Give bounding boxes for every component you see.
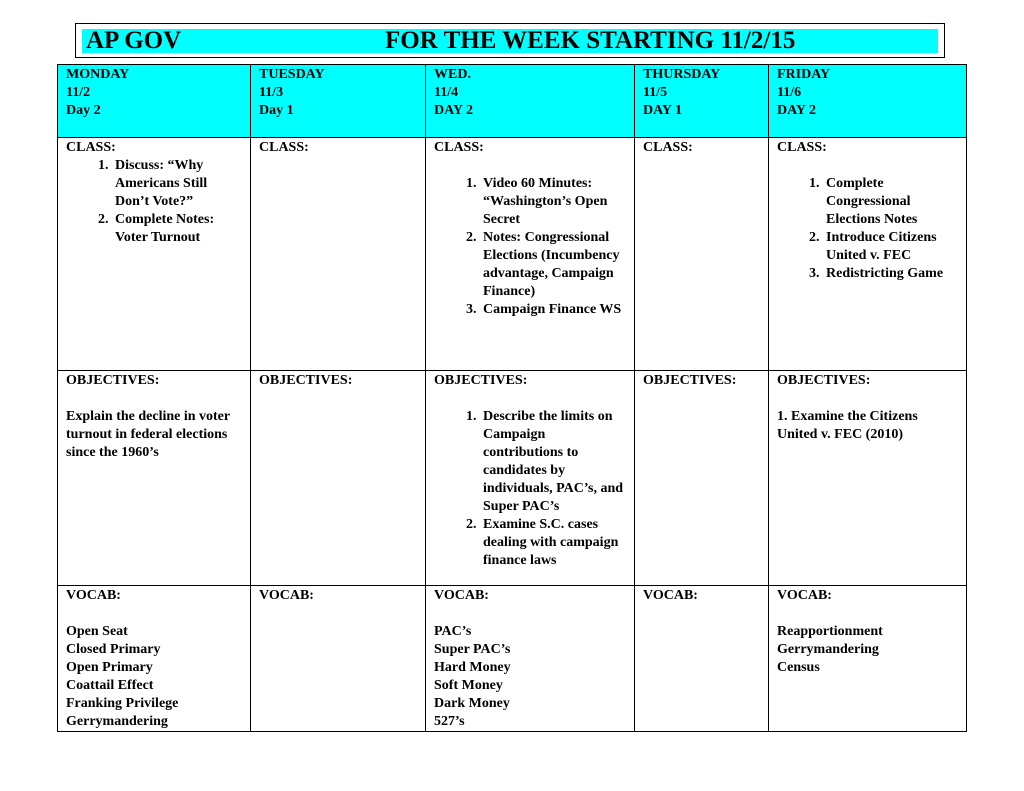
- class-cell: [58, 138, 251, 371]
- vocab-term: Soft Money: [434, 678, 503, 693]
- vocab-cell: [251, 586, 426, 732]
- vocab-term: Open Seat: [66, 624, 128, 639]
- vocab-cell: [426, 586, 635, 732]
- course-title: AP GOV: [86, 27, 182, 54]
- class-item: 3. Campaign Finance WS: [480, 301, 626, 319]
- objectives-label: OBJECTIVES:: [259, 373, 353, 388]
- vocab-label: VOCAB:: [434, 588, 489, 603]
- objectives-cell: [635, 371, 769, 586]
- class-cell: [251, 138, 426, 371]
- vocab-cell: [635, 586, 769, 732]
- day-header-line: 11/5: [643, 85, 668, 100]
- objectives-label: OBJECTIVES:: [66, 373, 160, 388]
- spacer: [434, 157, 626, 175]
- class-item: 2. Complete Notes: Voter Turnout: [112, 211, 242, 247]
- week-title: FOR THE WEEK STARTING 11/2/15: [385, 27, 796, 54]
- spacer: [777, 605, 958, 623]
- vocab-row: [58, 586, 967, 732]
- objectives-label: OBJECTIVES:: [434, 373, 528, 388]
- vocab-label: VOCAB:: [777, 588, 832, 603]
- class-item: 2. Introduce Citizens United v. FEC: [823, 229, 958, 265]
- class-list: [434, 175, 626, 319]
- class-label: CLASS:: [66, 140, 116, 155]
- objective-item: 1. Describe the limits on Campaign contributions to candidates by individuals, PAC’s, and Super PAC’s: [480, 408, 626, 516]
- class-cell: [769, 138, 967, 371]
- class-row: [58, 138, 967, 371]
- title-bar: [82, 29, 938, 53]
- objectives-label: OBJECTIVES:: [643, 373, 737, 388]
- day-header-row: [58, 65, 967, 138]
- day-header-line: 11/4: [434, 85, 459, 100]
- class-cell: [635, 138, 769, 371]
- vocab-term: Reapportionment: [777, 624, 883, 639]
- day-header-line: FRIDAY: [777, 67, 831, 82]
- class-label: CLASS:: [643, 140, 693, 155]
- day-header-cell: [426, 65, 635, 138]
- vocab-label: VOCAB:: [643, 588, 698, 603]
- objectives-cell: [58, 371, 251, 586]
- day-header-line: THURSDAY: [643, 67, 721, 82]
- vocab-cell: [769, 586, 967, 732]
- title-box: [75, 23, 945, 58]
- vocab-label: VOCAB:: [259, 588, 314, 603]
- day-header-cell: [58, 65, 251, 138]
- spacer: [66, 605, 242, 623]
- day-header-line: Day 2: [66, 103, 101, 118]
- class-cell: [426, 138, 635, 371]
- vocab-label: VOCAB:: [66, 588, 121, 603]
- class-list: [66, 157, 242, 247]
- day-header-line: TUESDAY: [259, 67, 325, 82]
- vocab-term: Census: [777, 660, 820, 675]
- spacer: [777, 390, 958, 408]
- vocab-cell: [58, 586, 251, 732]
- objective-text: Explain the decline in voter turnout in federal elections since the 1960’s: [66, 409, 230, 460]
- objective-text: 1. Examine the Citizens United v. FEC (2010): [777, 409, 918, 442]
- objectives-cell: [251, 371, 426, 586]
- class-item: 1. Video 60 Minutes: “Washington’s Open Secret: [480, 175, 626, 229]
- vocab-term: 527’s: [434, 714, 465, 729]
- day-header-line: 11/2: [66, 85, 91, 100]
- spacer: [434, 390, 626, 408]
- class-label: CLASS:: [434, 140, 484, 155]
- day-header-cell: [635, 65, 769, 138]
- class-item: 3. Redistricting Game: [823, 265, 958, 283]
- vocab-term: Coattail Effect: [66, 678, 154, 693]
- day-header-line: Day 1: [259, 103, 294, 118]
- vocab-term: Open Primary: [66, 660, 153, 675]
- day-header-line: MONDAY: [66, 67, 130, 82]
- spacer: [66, 390, 242, 408]
- vocab-term: Closed Primary: [66, 642, 161, 657]
- day-header-line: DAY 1: [643, 103, 683, 118]
- vocab-term: Gerrymandering: [66, 714, 168, 729]
- class-label: CLASS:: [777, 140, 827, 155]
- spacer: [434, 605, 626, 623]
- vocab-term: Dark Money: [434, 696, 510, 711]
- objectives-cell: [769, 371, 967, 586]
- class-list: [777, 175, 958, 283]
- day-header-cell: [251, 65, 426, 138]
- class-item: 1. Discuss: “Why Americans Still Don’t Vote?”: [112, 157, 242, 211]
- objectives-row: [58, 371, 967, 586]
- objectives-cell: [426, 371, 635, 586]
- weekly-plan-table: [57, 64, 967, 732]
- spacer: [777, 157, 958, 175]
- day-header-line: DAY 2: [777, 103, 817, 118]
- day-header-line: 11/3: [259, 85, 284, 100]
- class-item: 2. Notes: Congressional Elections (Incumbency advantage, Campaign Finance): [480, 229, 626, 301]
- day-header-line: DAY 2: [434, 103, 474, 118]
- objectives-list: [434, 408, 626, 570]
- objective-item: 2. Examine S.C. cases dealing with campaign finance laws: [480, 516, 626, 570]
- objectives-label: OBJECTIVES:: [777, 373, 871, 388]
- vocab-term: Franking Privilege: [66, 696, 179, 711]
- day-header-line: 11/6: [777, 85, 802, 100]
- vocab-term: Gerrymandering: [777, 642, 879, 657]
- vocab-term: Hard Money: [434, 660, 511, 675]
- day-header-line: WED.: [434, 67, 471, 82]
- class-label: CLASS:: [259, 140, 309, 155]
- day-header-cell: [769, 65, 967, 138]
- vocab-term: Super PAC’s: [434, 642, 511, 657]
- class-item: 1. Complete Congressional Elections Notes: [823, 175, 958, 229]
- vocab-term: PAC’s: [434, 624, 472, 639]
